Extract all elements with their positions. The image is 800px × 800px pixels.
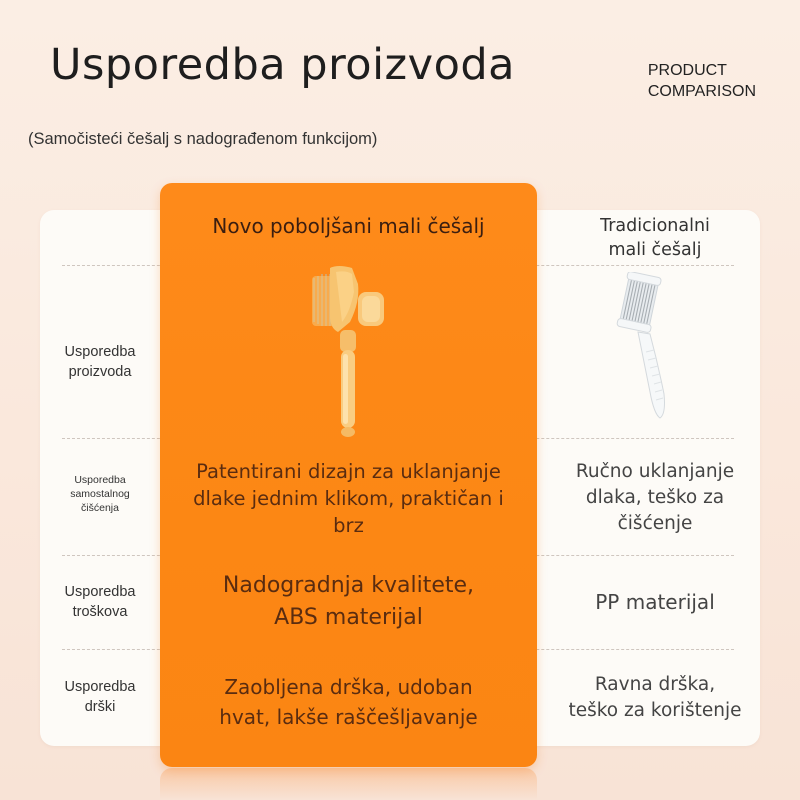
row-label-line: Usporedba — [74, 474, 126, 486]
highlight-reflection — [160, 768, 537, 800]
traditional-comb-cost-text — [540, 585, 770, 619]
page-subtitle: (Samočisteći češalj s nadograđenom funkcijom) — [28, 130, 378, 148]
white-flea-comb-image — [608, 272, 688, 428]
english-title — [648, 60, 756, 102]
english-title-line-1: PRODUCT — [647, 62, 727, 79]
row-label-line: Usporedba — [64, 679, 136, 695]
column-header-new: Novo poboljšani mali češalj — [212, 214, 485, 238]
cell-line: čišćenje — [617, 513, 693, 534]
new-comb-self-cleaning-text — [160, 450, 537, 546]
row-label-handle — [40, 675, 160, 719]
cell-line: teško za korištenje — [568, 700, 742, 721]
row-label-line: čišćenja — [81, 502, 119, 514]
row-label-line: drški — [84, 699, 116, 715]
column-header-traditional — [540, 210, 770, 265]
new-comb-handle-text — [160, 670, 537, 734]
orange-self-cleaning-comb-image — [300, 262, 410, 448]
row-label-line: Usporedba — [64, 344, 136, 360]
cell-line: brz — [333, 513, 364, 537]
cell-line: Ručno uklanjanje — [575, 461, 735, 482]
column-header-traditional-line-2: mali češalj — [608, 239, 702, 260]
cell-line: Patentirani dizajn za uklanjanje — [196, 459, 501, 483]
traditional-comb-self-cleaning-text — [540, 455, 770, 541]
row-label-product — [40, 340, 160, 384]
new-comb-cost-text — [160, 564, 537, 640]
cell-line: hvat, lakše raščešljavanje — [219, 705, 478, 729]
row-label-line: Usporedba — [64, 584, 136, 600]
row-label-line: proizvoda — [68, 364, 132, 380]
cell-line: Ravna drška, — [594, 674, 716, 695]
row-label-line: samostalnog — [70, 488, 130, 500]
cell-line: Zaobljena drška, udoban — [224, 675, 473, 699]
cell-line: dlake jednim klikom, praktičan i — [193, 486, 504, 510]
cell-line: dlaka, teško za — [585, 487, 725, 508]
row-label-line: troškova — [72, 604, 128, 620]
row-label-self-cleaning — [40, 472, 160, 516]
traditional-comb-handle-text — [540, 670, 770, 726]
row-label-cost — [40, 580, 160, 624]
page-title: Usporedba proizvoda — [50, 40, 516, 90]
column-header-traditional-line-1: Tradicionalni — [600, 215, 710, 236]
cell-line: ABS materijal — [274, 605, 423, 630]
english-title-line-2: COMPARISON — [647, 83, 756, 100]
cell-line: Nadogradnja kvalitete, — [222, 573, 475, 598]
cell-line: PP materijal — [595, 590, 715, 614]
